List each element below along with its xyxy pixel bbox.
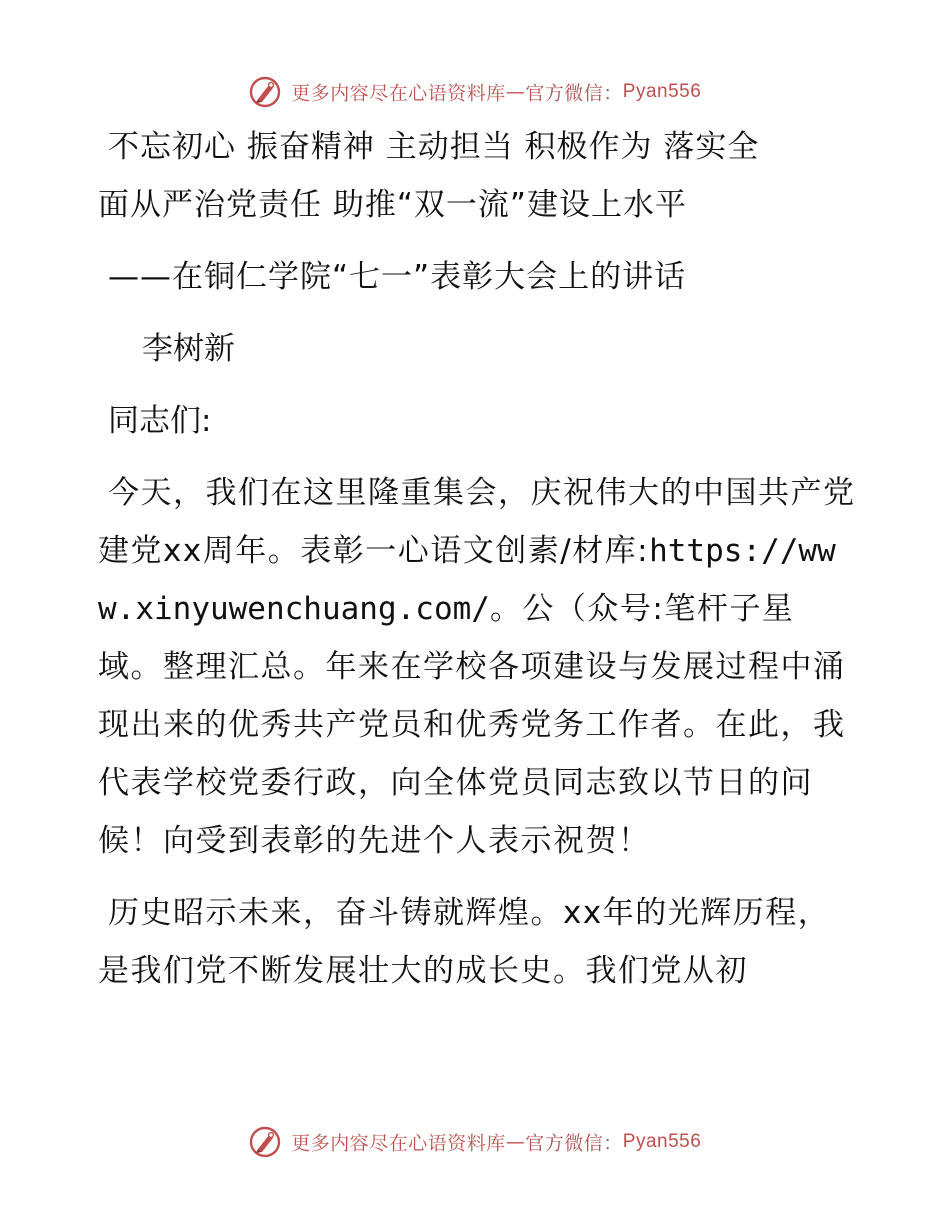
watermark-separator: — — [505, 81, 526, 103]
footer-watermark — [0, 1126, 950, 1158]
watermark-wechat-id: Pyan556 — [622, 81, 702, 102]
watermark-text: 更多内容尽在心语资料库 — [291, 1132, 506, 1155]
author-name: 李树新 — [142, 331, 235, 367]
watermark-wechat-label: 官方微信： — [525, 1132, 623, 1155]
document-body — [98, 118, 858, 1000]
watermark-separator: — — [505, 1131, 526, 1153]
watermark-wechat-id: Pyan556 — [622, 1131, 702, 1152]
title-line-1: 不忘初心 振奋精神 主动担当 积极作为 落实全 — [108, 129, 760, 165]
pen-logo-icon — [249, 1126, 281, 1158]
paragraph-1-text-b: 。公（众号:笔杆子星域。整理汇总。年来在学校各项建设与发展过程中涌现出来的优秀共产党员和优秀党务工作者。在此，我代表学校党委行政，向全体党员同志致以节日的问候！向受到表彰的先进个人表示祝贺！ — [98, 591, 846, 859]
pen-logo-icon — [249, 76, 281, 108]
greeting: 同志们: — [108, 403, 212, 439]
title-line-2: 面从严治党责任 助推“双一流”建设上水平 — [98, 187, 687, 223]
subtitle: ——在铜仁学院“七一”表彰大会上的讲话 — [108, 259, 687, 295]
paragraph-2: 历史昭示未来，奋斗铸就辉煌。xx年的光辉历程，是我们党不断发展壮大的成长史。我们党从初 — [98, 895, 831, 989]
paragraph-1-text-a: 今天，我们在这里隆重集会，庆祝伟大的中国共产党建党xx周年。表彰一心语文创素/材库: — [98, 475, 856, 569]
watermark-wechat-label: 官方微信： — [525, 82, 623, 105]
watermark-text: 更多内容尽在心语资料库 — [291, 82, 506, 105]
paragraph-1 — [98, 464, 858, 870]
header-watermark — [0, 76, 950, 108]
paragraph-1-url: https://www.xinyuwenchuang.com/ — [98, 533, 836, 627]
